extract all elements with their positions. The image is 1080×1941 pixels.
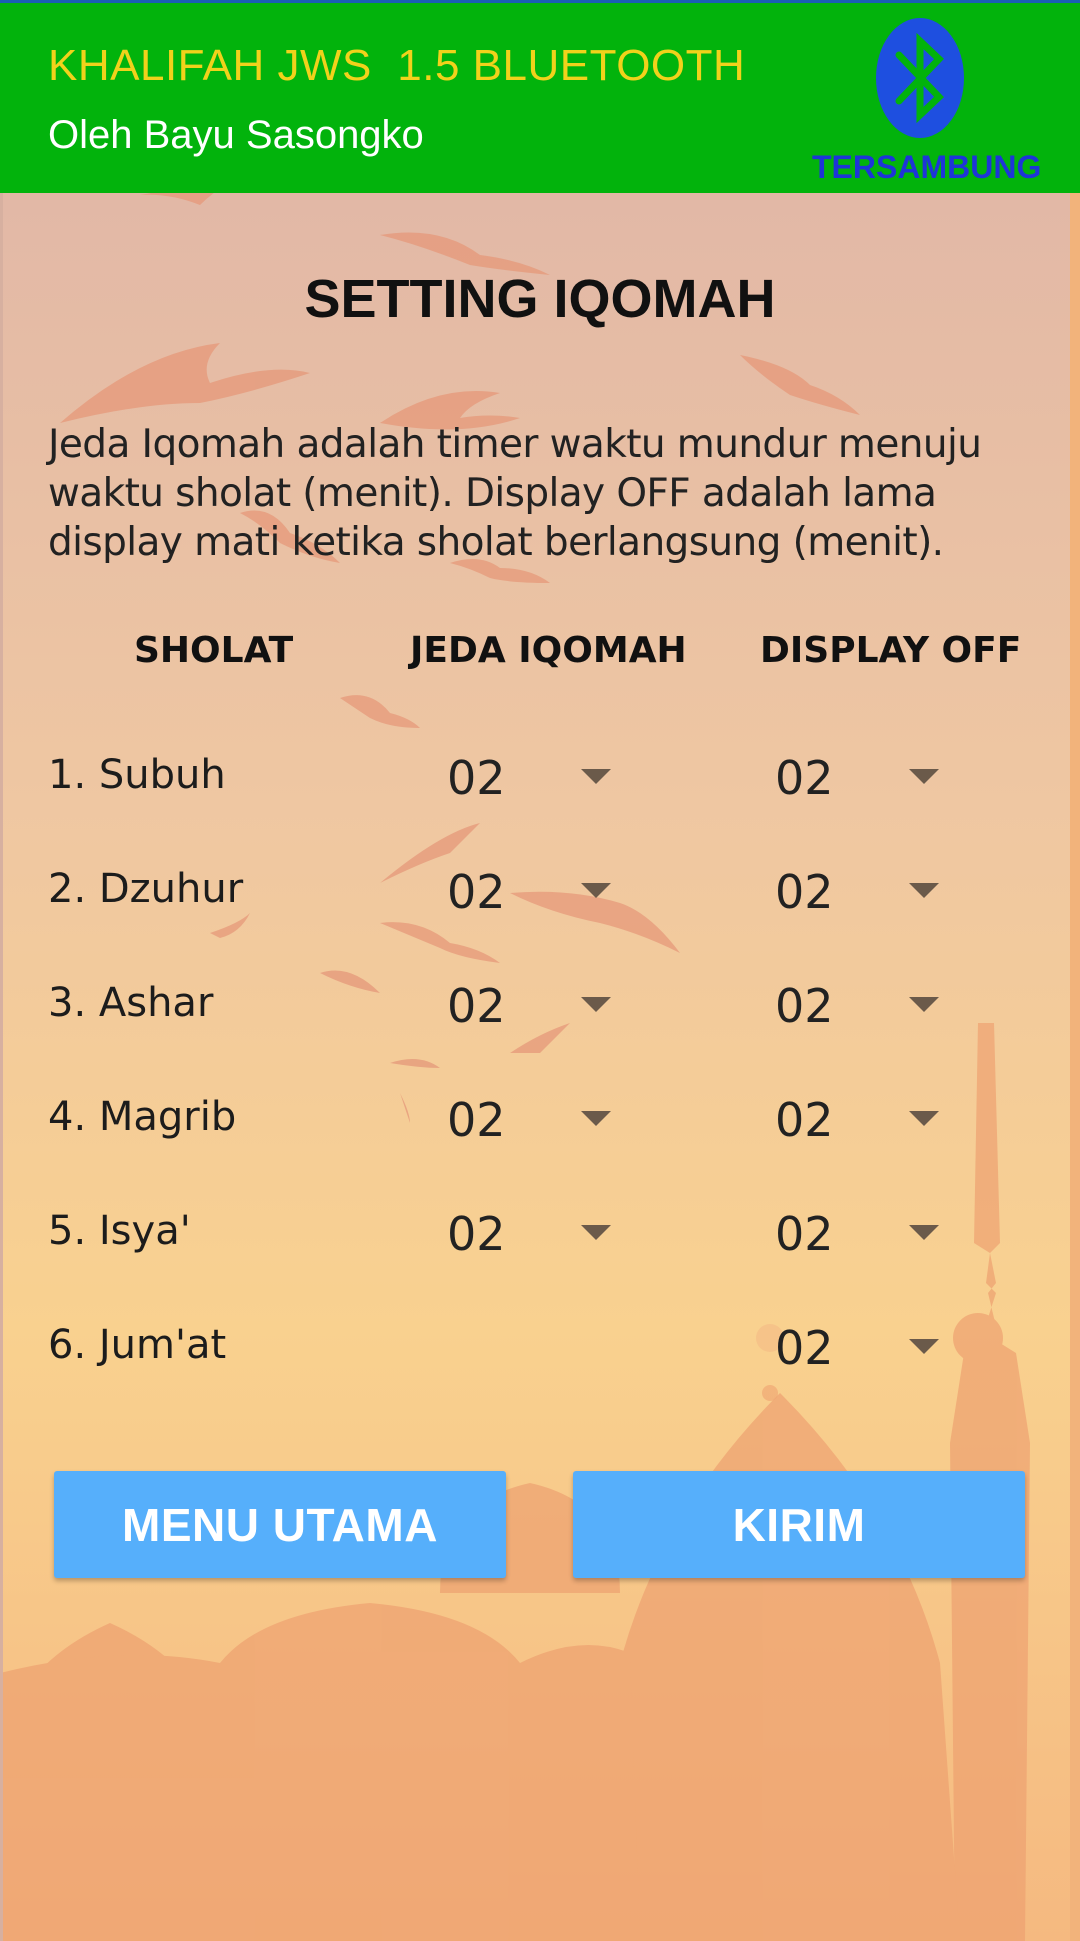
dropdown-arrow-icon bbox=[581, 1111, 611, 1126]
spinner-value: 02 bbox=[775, 1207, 834, 1261]
display-off-spinner-jumat[interactable] bbox=[775, 1319, 995, 1379]
dropdown-arrow-icon bbox=[581, 769, 611, 784]
column-header-sholat: SHOLAT bbox=[134, 630, 294, 671]
display-off-spinner-magrib[interactable] bbox=[775, 1091, 995, 1151]
spinner-value: 02 bbox=[447, 751, 506, 805]
jeda-spinner-isya[interactable] bbox=[447, 1205, 667, 1265]
menu-utama-button[interactable]: MENU UTAMA bbox=[54, 1471, 506, 1578]
bluetooth-status: TERSAMBUNG bbox=[812, 149, 1042, 185]
row-label-ashar: 3. Ashar bbox=[48, 980, 214, 1026]
dropdown-arrow-icon bbox=[909, 1339, 939, 1354]
spinner-value: 02 bbox=[775, 1093, 834, 1147]
spinner-value: 02 bbox=[775, 751, 834, 805]
kirim-button[interactable]: KIRIM bbox=[573, 1471, 1025, 1578]
description-text: Jeda Iqomah adalah timer waktu mundur menuju waktu sholat (menit). Display OFF adalah lama display mati ketika sholat berlangsung (menit). bbox=[48, 422, 982, 565]
row-label-subuh: 1. Subuh bbox=[48, 752, 226, 798]
dropdown-arrow-icon bbox=[581, 883, 611, 898]
spinner-value: 02 bbox=[447, 1207, 506, 1261]
display-off-spinner-isya[interactable] bbox=[775, 1205, 995, 1265]
page-title: SETTING IQOMAH bbox=[304, 269, 776, 329]
dropdown-arrow-icon bbox=[581, 997, 611, 1012]
row-label-jumat: 6. Jum'at bbox=[48, 1322, 227, 1368]
app-title: KHALIFAH JWS 1.5 BLUETOOTH bbox=[48, 41, 746, 90]
spinner-value: 02 bbox=[775, 865, 834, 919]
spinner-value: 02 bbox=[447, 865, 506, 919]
app-author: Oleh Bayu Sasongko bbox=[48, 113, 424, 157]
dropdown-arrow-icon bbox=[909, 1111, 939, 1126]
jeda-spinner-subuh[interactable] bbox=[447, 749, 667, 809]
column-header-jeda-iqomah: JEDA IQOMAH bbox=[410, 630, 687, 671]
jeda-spinner-ashar[interactable] bbox=[447, 977, 667, 1037]
jeda-spinner-dzuhur[interactable] bbox=[447, 863, 667, 923]
display-off-spinner-ashar[interactable] bbox=[775, 977, 995, 1037]
dropdown-arrow-icon bbox=[909, 997, 939, 1012]
app-header bbox=[0, 3, 1080, 193]
dropdown-arrow-icon bbox=[581, 1225, 611, 1240]
spinner-value: 02 bbox=[447, 1093, 506, 1147]
display-off-spinner-dzuhur[interactable] bbox=[775, 863, 995, 923]
display-off-spinner-subuh[interactable] bbox=[775, 749, 995, 809]
bluetooth-icon[interactable] bbox=[875, 17, 965, 139]
spinner-value: 02 bbox=[775, 1321, 834, 1375]
dropdown-arrow-icon bbox=[909, 1225, 939, 1240]
jeda-spinner-magrib[interactable] bbox=[447, 1091, 667, 1151]
row-label-magrib: 4. Magrib bbox=[48, 1094, 237, 1140]
spinner-value: 02 bbox=[775, 979, 834, 1033]
dropdown-arrow-icon bbox=[909, 769, 939, 784]
row-label-isya: 5. Isya' bbox=[48, 1208, 191, 1254]
dropdown-arrow-icon bbox=[909, 883, 939, 898]
row-label-dzuhur: 2. Dzuhur bbox=[48, 866, 244, 912]
spinner-value: 02 bbox=[447, 979, 506, 1033]
column-header-display-off: DISPLAY OFF bbox=[760, 630, 1022, 671]
